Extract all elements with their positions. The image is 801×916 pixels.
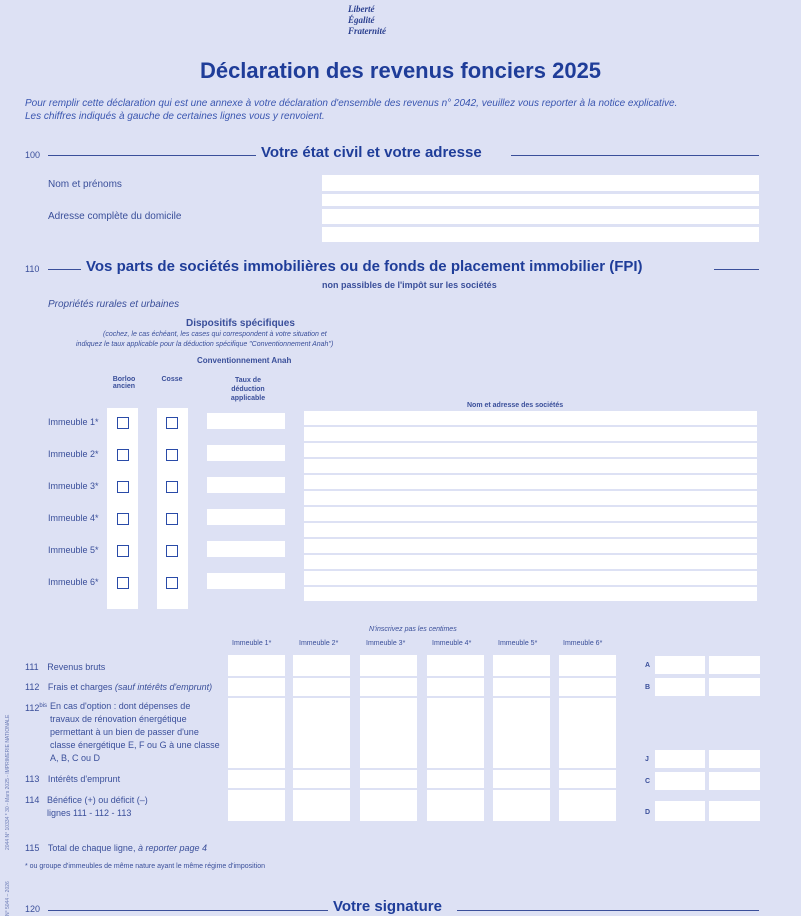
cosse-checkbox-6[interactable] bbox=[166, 577, 178, 589]
section-110-title: Vos parts de sociétés immobilières ou de fonds de placement immobilier (FPI) bbox=[86, 258, 643, 275]
row-112bis-line-4: classe énergétique E, F ou G à une classe bbox=[50, 740, 220, 750]
footnote: * ou groupe d'immeubles de même nature ayant le même régime d'imposition bbox=[25, 863, 266, 870]
societe-line-10[interactable] bbox=[304, 555, 757, 569]
intro-line-2: Les chiffres indiqués à gauche de certaines lignes vous y renvoient. bbox=[25, 111, 325, 122]
col-taux-line3: applicable bbox=[230, 395, 266, 402]
row-sep-2 bbox=[228, 696, 616, 698]
republic-motto bbox=[348, 4, 386, 37]
row-115 bbox=[25, 843, 207, 853]
row-115-label: Total de chaque ligne, bbox=[47, 843, 136, 853]
taux-field-5[interactable] bbox=[207, 541, 285, 557]
total-j-field-2[interactable] bbox=[709, 750, 760, 768]
section-120-title: Votre signature bbox=[333, 898, 442, 915]
letter-a: A bbox=[645, 662, 651, 669]
anah-label: Conventionnement Anah bbox=[197, 356, 292, 365]
row-112-label: Frais et charges bbox=[47, 682, 113, 692]
cosse-checkbox-2[interactable] bbox=[166, 449, 178, 461]
row-112bis-line-1: En cas d'option : dont dépenses de bbox=[50, 701, 191, 711]
immeuble-3-label: Immeuble 3* bbox=[48, 481, 99, 491]
societe-line-4[interactable] bbox=[304, 459, 757, 473]
col-taux-line1: Taux de bbox=[235, 377, 261, 384]
motto-egalite: Égalité bbox=[348, 15, 375, 25]
societe-line-5[interactable] bbox=[304, 475, 757, 489]
name-label: Nom et prénoms bbox=[48, 179, 122, 190]
table-column-4 bbox=[427, 655, 484, 821]
taux-field-2[interactable] bbox=[207, 445, 285, 461]
immeuble-5-label: Immeuble 5* bbox=[48, 545, 99, 555]
section-120-rule-right bbox=[457, 910, 759, 911]
total-b-field-2[interactable] bbox=[709, 678, 760, 696]
row-115-num: 115 bbox=[25, 843, 40, 853]
name-field-2[interactable] bbox=[322, 194, 759, 206]
total-j-field[interactable] bbox=[655, 750, 705, 768]
col-cosse-label: Cosse bbox=[161, 376, 183, 383]
row-sep-1 bbox=[228, 676, 616, 678]
col-borloo-line1: Borloo bbox=[112, 376, 136, 383]
total-c-field-2[interactable] bbox=[709, 772, 760, 790]
borloo-checkbox-6[interactable] bbox=[117, 577, 129, 589]
societe-line-11[interactable] bbox=[304, 571, 757, 585]
immeuble-4-label: Immeuble 4* bbox=[48, 513, 99, 523]
table-column-6 bbox=[559, 655, 616, 821]
societe-line-3[interactable] bbox=[304, 443, 757, 457]
address-label: Adresse complète du domicile bbox=[48, 211, 182, 222]
row-111-num: 111 bbox=[25, 662, 39, 672]
row-112 bbox=[25, 682, 212, 692]
societe-line-8[interactable] bbox=[304, 523, 757, 537]
intro-text bbox=[25, 97, 775, 123]
table-col-6: Immeuble 6* bbox=[563, 640, 603, 647]
col-borloo-line2: ancien bbox=[112, 383, 136, 390]
borloo-checkbox-1[interactable] bbox=[117, 417, 129, 429]
table-column-1 bbox=[228, 655, 285, 821]
section-110-rule-right bbox=[714, 269, 759, 270]
row-112-label-italic: (sauf intérêts d'emprunt) bbox=[114, 682, 213, 692]
row-112bis bbox=[25, 700, 220, 763]
row-112bis-line-2: travaux de rénovation énergétique bbox=[50, 714, 187, 724]
taux-field-3[interactable] bbox=[207, 477, 285, 493]
row-112bis-line-5: A, B, C ou D bbox=[50, 753, 101, 763]
letter-j: J bbox=[645, 756, 649, 763]
row-114 bbox=[25, 794, 148, 818]
dispositifs-note-1: (cochez, le cas échéant, les cases qui correspondent à votre situation et bbox=[103, 331, 327, 338]
page-title: Déclaration des revenus fonciers 2025 bbox=[199, 58, 602, 83]
total-c-field[interactable] bbox=[655, 772, 705, 790]
table-column-2 bbox=[293, 655, 350, 821]
dispositifs-title: Dispositifs spécifiques bbox=[186, 318, 295, 329]
societe-line-9[interactable] bbox=[304, 539, 757, 553]
col-borloo-label bbox=[110, 376, 138, 390]
taux-field-1[interactable] bbox=[207, 413, 285, 429]
address-field-2[interactable] bbox=[322, 227, 759, 242]
table-column-5 bbox=[493, 655, 550, 821]
row-112bis-line-3: permettant à un bien de passer d'une bbox=[50, 727, 199, 737]
borloo-checkbox-3[interactable] bbox=[117, 481, 129, 493]
section-100-number: 100 bbox=[25, 150, 41, 160]
total-b-field[interactable] bbox=[655, 678, 705, 696]
row-112-num: 112 bbox=[25, 682, 40, 692]
section-100-rule-right bbox=[511, 155, 759, 156]
row-111 bbox=[25, 662, 105, 672]
table-col-5: Immeuble 5* bbox=[498, 640, 538, 647]
row-sep-4 bbox=[228, 788, 616, 790]
total-d-field[interactable] bbox=[655, 801, 705, 821]
section-120-number: 120 bbox=[25, 904, 41, 914]
table-col-1: Immeuble 1* bbox=[232, 640, 272, 647]
section-100-rule-left bbox=[48, 155, 256, 156]
motto-liberte: Liberté bbox=[348, 4, 375, 14]
col-taux-label bbox=[220, 376, 276, 403]
motto-fraternite: Fraternité bbox=[348, 26, 387, 36]
total-d-field-2[interactable] bbox=[709, 801, 760, 821]
row-114-line-2: lignes 111 - 112 - 113 bbox=[47, 808, 132, 818]
row-112bis-num: 112 bbox=[25, 703, 40, 713]
dispositifs-note-2: indiquez le taux applicable pour la déduction spécifique "Conventionnement Anah") bbox=[76, 341, 334, 348]
section-110-rule-left bbox=[48, 269, 81, 270]
row-114-num: 114 bbox=[25, 795, 40, 805]
margin-code-2: N° 5044 – 2026 bbox=[5, 881, 11, 916]
societe-line-12[interactable] bbox=[304, 587, 757, 601]
section-120-rule-left bbox=[48, 910, 328, 911]
section-110-number: 110 bbox=[25, 264, 40, 274]
total-a-field-2[interactable] bbox=[709, 656, 760, 674]
cosse-checkbox-5[interactable] bbox=[166, 545, 178, 557]
row-sep-3 bbox=[228, 768, 616, 770]
address-field-1[interactable] bbox=[322, 209, 759, 224]
immeuble-2-label: Immeuble 2* bbox=[48, 449, 99, 459]
row-112bis-sup: bis bbox=[39, 703, 48, 709]
societe-line-6[interactable] bbox=[304, 491, 757, 505]
letter-d: D bbox=[645, 809, 651, 816]
row-114-text bbox=[47, 794, 148, 820]
immeuble-6-label: Immeuble 6* bbox=[48, 577, 99, 587]
row-111-label: Revenus bruts bbox=[47, 662, 106, 672]
table-column-3 bbox=[360, 655, 417, 821]
borloo-checkbox-4[interactable] bbox=[117, 513, 129, 525]
societe-line-2[interactable] bbox=[304, 427, 757, 441]
row-113 bbox=[25, 774, 120, 784]
row-113-label: Intérêts d'emprunt bbox=[47, 774, 121, 784]
row-115-italic: à reporter page 4 bbox=[137, 843, 208, 853]
cosse-checkbox-3[interactable] bbox=[166, 481, 178, 493]
taux-field-6[interactable] bbox=[207, 573, 285, 589]
cosse-checkbox-1[interactable] bbox=[166, 417, 178, 429]
category-label: Propriétés rurales et urbaines bbox=[48, 299, 180, 310]
borloo-checkbox-5[interactable] bbox=[117, 545, 129, 557]
margin-code: 2044 N° 10334 * 30 - Mars 2025 - IMPRIMERIE NATIONALE bbox=[5, 714, 11, 850]
societe-line-1[interactable] bbox=[304, 411, 757, 425]
taux-field-4[interactable] bbox=[207, 509, 285, 525]
row-114-line-1: Bénéfice (+) ou déficit (–) bbox=[47, 795, 148, 805]
borloo-checkbox-2[interactable] bbox=[117, 449, 129, 461]
row-113-num: 113 bbox=[25, 774, 40, 784]
col-taux-line2: déduction bbox=[231, 386, 265, 393]
letter-c: C bbox=[645, 778, 651, 785]
col-societes-label: Nom et adresse des sociétés bbox=[467, 402, 564, 409]
section-110-subtitle: non passibles de l'impôt sur les sociétés bbox=[322, 280, 497, 290]
letter-b: B bbox=[645, 684, 651, 691]
name-field[interactable] bbox=[322, 175, 759, 191]
table-col-2: Immeuble 2* bbox=[299, 640, 339, 647]
intro-line-1: Pour remplir cette déclaration qui est une annexe à votre déclaration d'ensemble des revenus n° 2042, veuillez vous reporter à la notice explicative. bbox=[25, 98, 678, 109]
table-col-4: Immeuble 4* bbox=[432, 640, 472, 647]
table-col-3: Immeuble 3* bbox=[366, 640, 406, 647]
immeuble-1-label: Immeuble 1* bbox=[48, 417, 99, 427]
section-100-title: Votre état civil et votre adresse bbox=[261, 144, 482, 161]
total-a-field[interactable] bbox=[655, 656, 705, 674]
societe-line-7[interactable] bbox=[304, 507, 757, 521]
row-112bis-text bbox=[50, 700, 220, 765]
cosse-checkbox-4[interactable] bbox=[166, 513, 178, 525]
no-cents-note: N'inscrivez pas les centimes bbox=[369, 626, 457, 633]
